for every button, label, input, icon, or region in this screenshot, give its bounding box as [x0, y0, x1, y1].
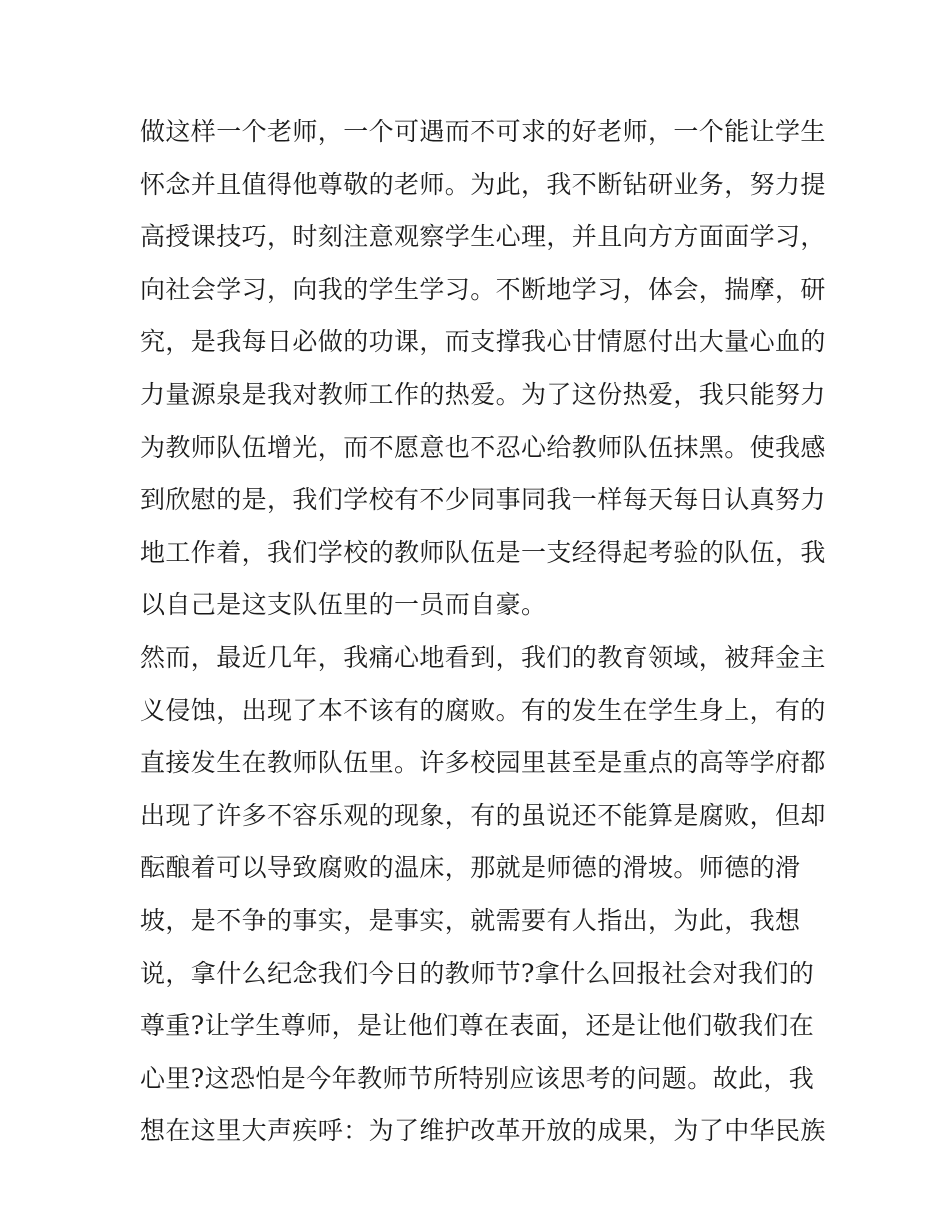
text-line: 究，是我每日必做的功课，而支撑我心甘情愿付出大量心血的 — [140, 327, 826, 357]
text-line: 力量源泉是我对教师工作的热爱。为了这份热爱，我只能努力 — [140, 379, 826, 409]
text-line: 心里?这恐怕是今年教师节所特别应该思考的问题。故此，我 — [140, 1063, 815, 1093]
text-line: 想在这里大声疾呼：为了维护改革开放的成果，为了中华民族 — [140, 1116, 826, 1146]
text-line: 向社会学习，向我的学生学习。不断地学习，体会，揣摩，研 — [140, 274, 826, 304]
text-line: 做这样一个老师，一个可遇而不可求的好老师，一个能让学生 — [140, 117, 826, 146]
text-line: 尊重?让学生尊师，是让他们尊在表面，还是让他们敬我们在 — [140, 1011, 815, 1041]
text-line: 直接发生在教师队伍里。许多校园里甚至是重点的高等学府都 — [140, 748, 826, 778]
text-line: 为教师队伍增光，而不愿意也不忍心给教师队伍抹黑。使我感 — [140, 432, 826, 462]
text-line: 以自己是这支队伍里的一员而自豪。 — [140, 590, 547, 620]
text-line: 坡，是不争的事实，是事实，就需要有人指出，为此，我想 — [140, 905, 801, 935]
text-line: 高授课技巧，时刻注意观察学生心理，并且向方方面面学习， — [140, 222, 826, 252]
text-line: 说，拿什么纪念我们今日的教师节?拿什么回报社会对我们的 — [140, 958, 815, 988]
text-line: 地工作着，我们学校的教师队伍是一支经得起考验的队伍，我 — [140, 537, 826, 567]
text-line: 出现了许多不容乐观的现象，有的虽说还不能算是腐败，但却 — [140, 800, 826, 830]
text-line: 然而，最近几年，我痛心地看到，我们的教育领域，被拜金主 — [140, 642, 826, 672]
text-line: 到欣慰的是，我们学校有不少同事同我一样每天每日认真努力 — [140, 485, 826, 515]
text-line: 怀念并且值得他尊敬的老师。为此，我不断钻研业务，努力提 — [140, 169, 826, 199]
text-line: 义侵蚀，出现了本不该有的腐败。有的发生在学生身上，有的 — [140, 695, 826, 725]
text-line: 酝酿着可以导致腐败的温床，那就是师德的滑坡。师德的滑 — [140, 853, 801, 883]
body-text — [140, 106, 826, 1158]
